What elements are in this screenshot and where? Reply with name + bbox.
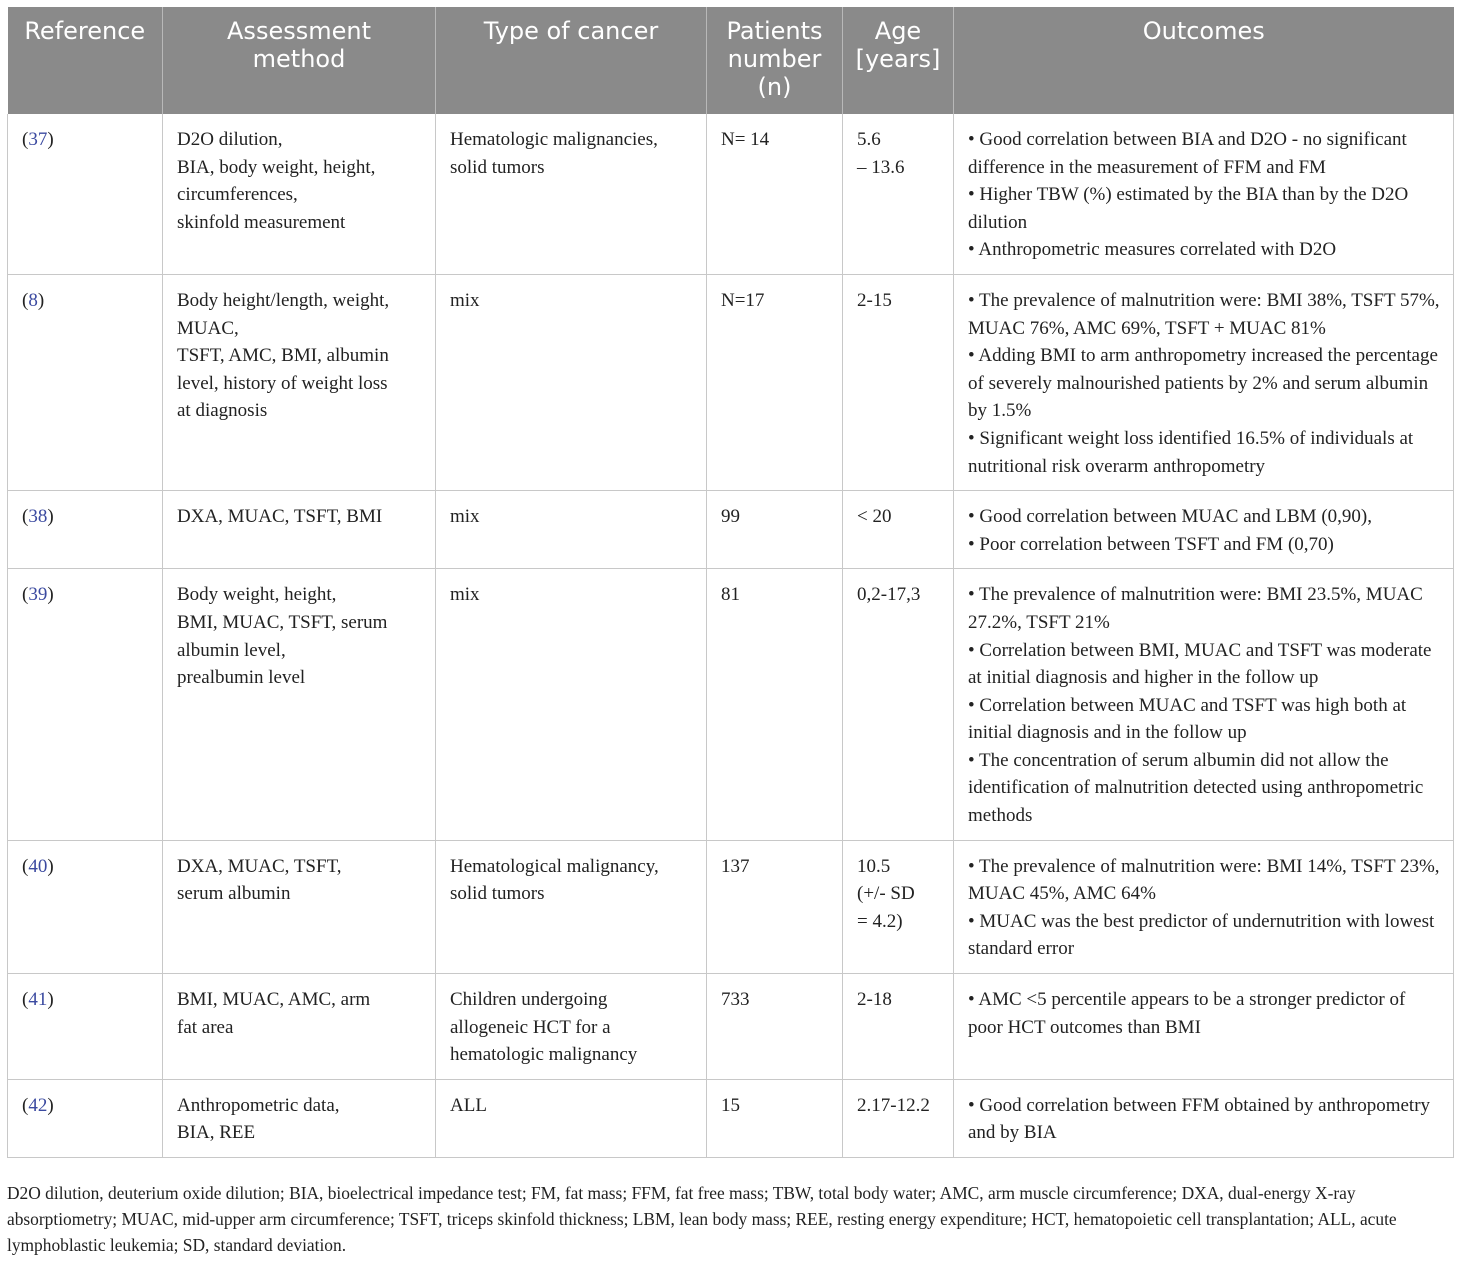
reference-link[interactable]: 40 bbox=[28, 855, 48, 877]
reference-cell bbox=[8, 569, 163, 840]
table-header bbox=[8, 7, 1454, 114]
outcome-item: • The concentration of serum albumin did not allow the identification of malnutrition detected using anthropometric methods bbox=[968, 749, 1424, 827]
cancer-type-cell-line: allogeneic HCT for a bbox=[450, 1016, 611, 1038]
cancer-type-cell-line: Children undergoing bbox=[450, 989, 608, 1011]
header-line: Patients bbox=[726, 17, 823, 45]
age-cell-line: 2-15 bbox=[857, 289, 892, 311]
patients-number-cell: N=17 bbox=[707, 274, 843, 490]
assessment-method-cell bbox=[163, 840, 436, 973]
cancer-type-cell bbox=[436, 491, 707, 569]
patients-number-cell: 137 bbox=[707, 840, 843, 973]
age-cell bbox=[843, 974, 954, 1080]
reference-link[interactable]: 42 bbox=[28, 1094, 48, 1116]
header-line: Reference bbox=[24, 17, 146, 45]
outcome-item: • Significant weight loss identified 16.5% of individuals at nutritional risk overarm anthropometry bbox=[968, 427, 1414, 477]
reference-link[interactable]: 41 bbox=[28, 989, 48, 1011]
reference-cell bbox=[8, 114, 163, 274]
outcome-item: • Correlation between BMI, MUAC and TSFT was moderate at initial diagnosis and higher in the follow up bbox=[968, 639, 1432, 689]
patients-number-cell: 15 bbox=[707, 1079, 843, 1157]
reference-cell bbox=[8, 274, 163, 490]
patients-number-cell: N= 14 bbox=[707, 114, 843, 274]
outcomes-cell bbox=[954, 491, 1454, 569]
outcome-item: • The prevalence of malnutrition were: BMI 14%, TSFT 23%, MUAC 45%, AMC 64% bbox=[968, 855, 1440, 905]
age-cell-line: – 13.6 bbox=[857, 156, 905, 178]
assessment-method-cell-line: fat area bbox=[177, 1016, 234, 1038]
header-line: (n) bbox=[757, 73, 792, 101]
outcome-item: • The prevalence of malnutrition were: BMI 38%, TSFT 57%, MUAC 76%, AMC 69%, TSFT + MUAC 81% bbox=[968, 289, 1440, 339]
cancer-type-cell bbox=[436, 840, 707, 973]
cancer-type-cell-line: mix bbox=[450, 289, 480, 311]
assessment-method-cell-line: Anthropometric data, bbox=[177, 1094, 340, 1116]
assessment-method-cell bbox=[163, 491, 436, 569]
age-cell bbox=[843, 1079, 954, 1157]
reference-close-paren: ) bbox=[47, 584, 54, 606]
outcome-item: • The prevalence of malnutrition were: BMI 23.5%, MUAC 27.2%, TSFT 21% bbox=[968, 584, 1423, 633]
reference-link[interactable]: 8 bbox=[28, 289, 38, 311]
reference-close-paren: ) bbox=[47, 989, 54, 1011]
age-cell-line: 2.17-12.2 bbox=[857, 1094, 930, 1116]
age-cell bbox=[843, 114, 954, 274]
outcome-item: • Higher TBW (%) estimated by the BIA than by the D2O dilution bbox=[968, 184, 1409, 233]
cancer-type-cell-line: hematologic malignancy bbox=[450, 1044, 638, 1066]
table-row bbox=[8, 274, 1454, 490]
header-line: method bbox=[252, 45, 346, 73]
assessment-method-cell-line: serum albumin bbox=[177, 883, 291, 905]
assessment-method-cell bbox=[163, 569, 436, 840]
assessment-method-cell-line: BIA, body weight, height, bbox=[177, 156, 376, 178]
cancer-type-cell bbox=[436, 974, 707, 1080]
header-row bbox=[8, 7, 1454, 114]
reference-cell bbox=[8, 840, 163, 973]
cancer-type-cell bbox=[436, 1079, 707, 1157]
assessment-table bbox=[7, 7, 1454, 1158]
cancer-type-cell bbox=[436, 569, 707, 840]
header-assessment-method bbox=[163, 7, 436, 114]
outcomes-cell bbox=[954, 274, 1454, 490]
table-row bbox=[8, 491, 1454, 569]
assessment-method-cell-line: level, history of weight loss bbox=[177, 372, 388, 394]
assessment-method-cell bbox=[163, 1079, 436, 1157]
assessment-method-cell-line: circumferences, bbox=[177, 184, 298, 206]
reference-cell bbox=[8, 1079, 163, 1157]
cancer-type-cell-line: ALL bbox=[450, 1094, 487, 1116]
outcome-item: • Good correlation between BIA and D2O - no significant difference in the measurement of FFM and FM bbox=[968, 129, 1407, 178]
header-line: Assessment bbox=[227, 17, 371, 45]
header-line: Outcomes bbox=[1142, 17, 1265, 45]
outcome-item: • Correlation between MUAC and TSFT was high both at initial diagnosis and in the follow up bbox=[968, 694, 1407, 744]
outcomes-cell bbox=[954, 974, 1454, 1080]
assessment-method-cell-line: skinfold measurement bbox=[177, 211, 346, 233]
reference-close-paren: ) bbox=[47, 1094, 54, 1116]
table-footnote: D2O dilution, deuterium oxide dilution; BIA, bioelectrical impedance test; FM, fat mass; FFM, fat free mass; TBW, total body water; AMC, arm muscle circumference; DXA, dual-energy X-ray absorptiometry; MUAC, mid-upper arm circumference; TSFT, triceps skinfold thickness; LBM, lean body mass; REE, resting energy expenditure; HCT, hematopoietic cell transplantation; ALL, acute lymphoblastic leukemia; SD, standard deviation. bbox=[7, 1183, 1397, 1255]
header-line: number bbox=[727, 45, 822, 73]
reference-open-paren: ( bbox=[22, 989, 29, 1011]
reference-open-paren: ( bbox=[22, 584, 29, 606]
assessment-method-cell-line: prealbumin level bbox=[177, 667, 306, 689]
cancer-type-cell-line: Hematologic malignancies, bbox=[450, 129, 658, 150]
age-cell-line: 5.6 bbox=[857, 129, 881, 150]
cancer-type-cell-line: solid tumors bbox=[450, 156, 545, 178]
patients-number-cell: 81 bbox=[707, 569, 843, 840]
outcomes-cell bbox=[954, 1079, 1454, 1157]
reference-link[interactable]: 37 bbox=[28, 129, 48, 150]
assessment-method-cell-line: at diagnosis bbox=[177, 400, 268, 422]
outcome-item: • Good correlation between MUAC and LBM (0,90), bbox=[968, 506, 1372, 528]
age-cell-line: (+/- SD bbox=[857, 883, 915, 905]
header-reference bbox=[8, 7, 163, 114]
table-row bbox=[8, 1079, 1454, 1157]
age-cell bbox=[843, 491, 954, 569]
outcome-item: • Poor correlation between TSFT and FM (0,70) bbox=[968, 533, 1334, 555]
age-cell-line: 2-18 bbox=[857, 989, 892, 1011]
cancer-type-cell bbox=[436, 274, 707, 490]
assessment-method-cell-line: BIA, REE bbox=[177, 1122, 256, 1144]
table-row bbox=[8, 569, 1454, 840]
reference-close-paren: ) bbox=[37, 289, 45, 311]
age-cell bbox=[843, 569, 954, 840]
age-cell-line: < 20 bbox=[857, 506, 892, 528]
outcome-item: • MUAC was the best predictor of undernutrition with lowest standard error bbox=[968, 910, 1435, 960]
assessment-method-cell-line: MUAC, bbox=[177, 317, 239, 339]
assessment-method-cell-line: albumin level, bbox=[177, 639, 286, 661]
assessment-method-cell-line: Body height/length, weight, bbox=[177, 289, 390, 311]
header-line: Type of cancer bbox=[483, 17, 659, 45]
cancer-type-cell bbox=[436, 114, 707, 274]
assessment-method-cell bbox=[163, 974, 436, 1080]
outcomes-cell bbox=[954, 569, 1454, 840]
reference-close-paren: ) bbox=[47, 855, 54, 877]
assessment-method-cell bbox=[163, 114, 436, 274]
cancer-type-cell-line: Hematological malignancy, bbox=[450, 855, 659, 877]
outcomes-cell bbox=[954, 114, 1454, 274]
assessment-method-cell bbox=[163, 274, 436, 490]
age-cell bbox=[843, 274, 954, 490]
age-cell-line: = 4.2) bbox=[857, 910, 903, 932]
reference-open-paren: ( bbox=[22, 506, 29, 528]
assessment-method-cell-line: DXA, MUAC, TSFT, BMI bbox=[177, 506, 383, 528]
assessment-method-cell-line: D2O dilution, bbox=[177, 129, 283, 150]
assessment-method-cell-line: BMI, MUAC, TSFT, serum bbox=[177, 611, 388, 633]
reference-open-paren: ( bbox=[22, 289, 29, 311]
reference-close-paren: ) bbox=[47, 129, 54, 150]
reference-open-paren: ( bbox=[22, 1094, 29, 1116]
header-type-of-cancer bbox=[436, 7, 707, 114]
table-row bbox=[8, 840, 1454, 973]
reference-open-paren: ( bbox=[22, 855, 29, 877]
reference-link[interactable]: 38 bbox=[28, 506, 48, 528]
header-patients-number bbox=[707, 7, 843, 114]
patients-number-cell: 733 bbox=[707, 974, 843, 1080]
assessment-method-cell-line: TSFT, AMC, BMI, albumin bbox=[177, 345, 389, 367]
patients-number-cell: 99 bbox=[707, 491, 843, 569]
table-container bbox=[7, 7, 1453, 1158]
outcomes-cell bbox=[954, 840, 1454, 973]
table-row bbox=[8, 974, 1454, 1080]
header-line: Age bbox=[874, 17, 922, 45]
header-age bbox=[843, 7, 954, 114]
cancer-type-cell-line: solid tumors bbox=[450, 883, 545, 905]
reference-link[interactable]: 39 bbox=[28, 584, 48, 606]
assessment-method-cell-line: BMI, MUAC, AMC, arm bbox=[177, 989, 371, 1011]
assessment-method-cell-line: Body weight, height, bbox=[177, 584, 337, 606]
header-line: [years] bbox=[855, 45, 941, 73]
reference-close-paren: ) bbox=[47, 506, 54, 528]
table-body bbox=[8, 114, 1454, 1158]
age-cell-line: 10.5 bbox=[857, 855, 891, 877]
outcome-item: • Adding BMI to arm anthropometry increased the percentage of severely malnourished patients by 2% and serum albumin by 1.5% bbox=[968, 345, 1438, 422]
cancer-type-cell-line: mix bbox=[450, 506, 480, 528]
outcome-item: • Good correlation between FFM obtained by anthropometry and by BIA bbox=[968, 1094, 1431, 1144]
age-cell-line: 0,2-17,3 bbox=[857, 584, 921, 606]
cancer-type-cell-line: mix bbox=[450, 584, 480, 606]
assessment-method-cell-line: DXA, MUAC, TSFT, bbox=[177, 855, 342, 877]
outcome-item: • Anthropometric measures correlated with D2O bbox=[968, 239, 1337, 261]
reference-cell bbox=[8, 974, 163, 1080]
table-row bbox=[8, 114, 1454, 274]
outcome-item: • AMC <5 percentile appears to be a stronger predictor of poor HCT outcomes than BMI bbox=[968, 989, 1406, 1038]
reference-open-paren: ( bbox=[22, 129, 29, 150]
header-outcomes bbox=[954, 7, 1454, 114]
age-cell bbox=[843, 840, 954, 973]
reference-cell bbox=[8, 491, 163, 569]
